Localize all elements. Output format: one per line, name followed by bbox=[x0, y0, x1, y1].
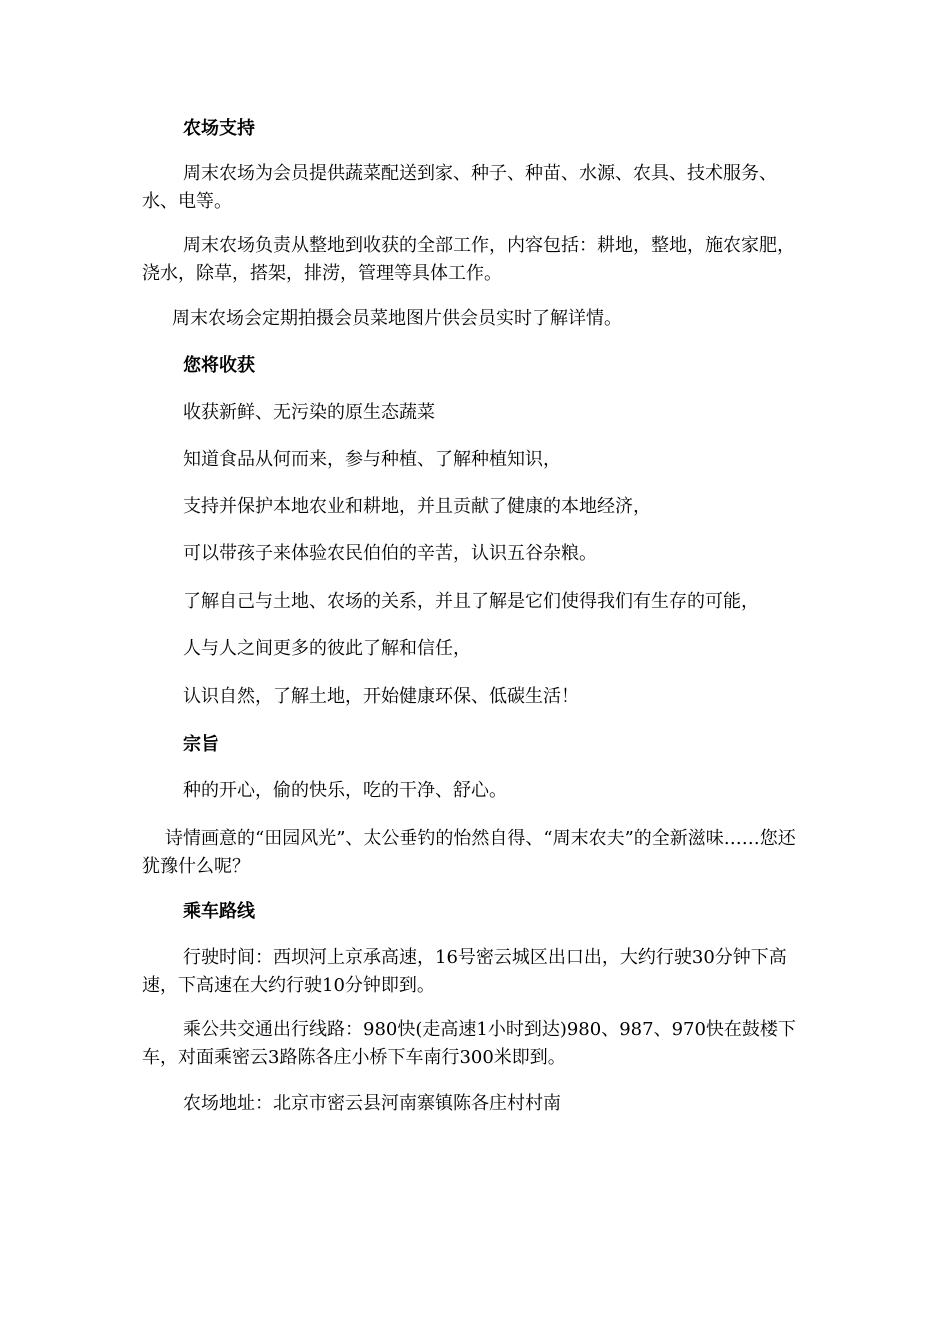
paragraph-farm-work: 周末农场负责从整地到收获的全部工作，内容包括：耕地，整地，施农家肥，浇水，除草，搭架，排涝，管理等具体工作。 bbox=[142, 235, 795, 284]
gain-item: 支持并保护本地农业和耕地，并且贡献了健康的本地经济， bbox=[183, 496, 651, 517]
gain-item: 人与人之间更多的彼此了解和信任， bbox=[183, 638, 471, 659]
gain-item: 了解自己与土地、农场的关系，并且了解是它们使得我们有生存的可能， bbox=[183, 591, 759, 612]
heading-you-will-gain: 您将收获 bbox=[183, 355, 255, 376]
heading-farm-support: 农场支持 bbox=[183, 118, 255, 139]
gain-item: 认识自然，了解土地，开始健康环保、低碳生活！ bbox=[183, 686, 579, 707]
gain-item: 可以带孩子来体验农民伯伯的辛苦，认识五谷杂粮。 bbox=[183, 543, 597, 564]
paragraph-purpose-invitation: 诗情画意的“田园风光”、太公垂钓的怡然自得、“周末农夫”的全新滋味……您还犹豫什么呢？ bbox=[142, 828, 796, 877]
paragraph-farm-services: 周末农场为会员提供蔬菜配送到家、种子、种苗、水源、农具、技术服务、水、电等。 bbox=[142, 163, 777, 212]
paragraph-farm-address: 农场地址：北京市密云县河南寨镇陈各庄村村南 bbox=[183, 1093, 561, 1114]
heading-purpose: 宗旨 bbox=[183, 734, 219, 755]
gain-item: 收获新鲜、无污染的原生态蔬菜 bbox=[183, 402, 435, 423]
paragraph-route-transit: 乘公共交通出行线路：980快(走高速1小时到达)980、987、970快在鼓楼下车，对面乘密云3路陈各庄小桥下车南行300米即到。 bbox=[142, 1019, 796, 1068]
paragraph-route-driving: 行驶时间：西坝河上京承高速，16号密云城区出口出，大约行驶30分钟下高速，下高速在大约行驶10分钟即到。 bbox=[142, 947, 787, 996]
paragraph-farm-photos: 周末农场会定期拍摄会员菜地图片供会员实时了解详情。 bbox=[172, 308, 622, 329]
paragraph-purpose-motto: 种的开心，偷的快乐，吃的干净、舒心。 bbox=[183, 780, 507, 801]
gain-item: 知道食品从何而来，参与种植、了解种植知识， bbox=[183, 449, 561, 470]
heading-route: 乘车路线 bbox=[183, 901, 255, 922]
